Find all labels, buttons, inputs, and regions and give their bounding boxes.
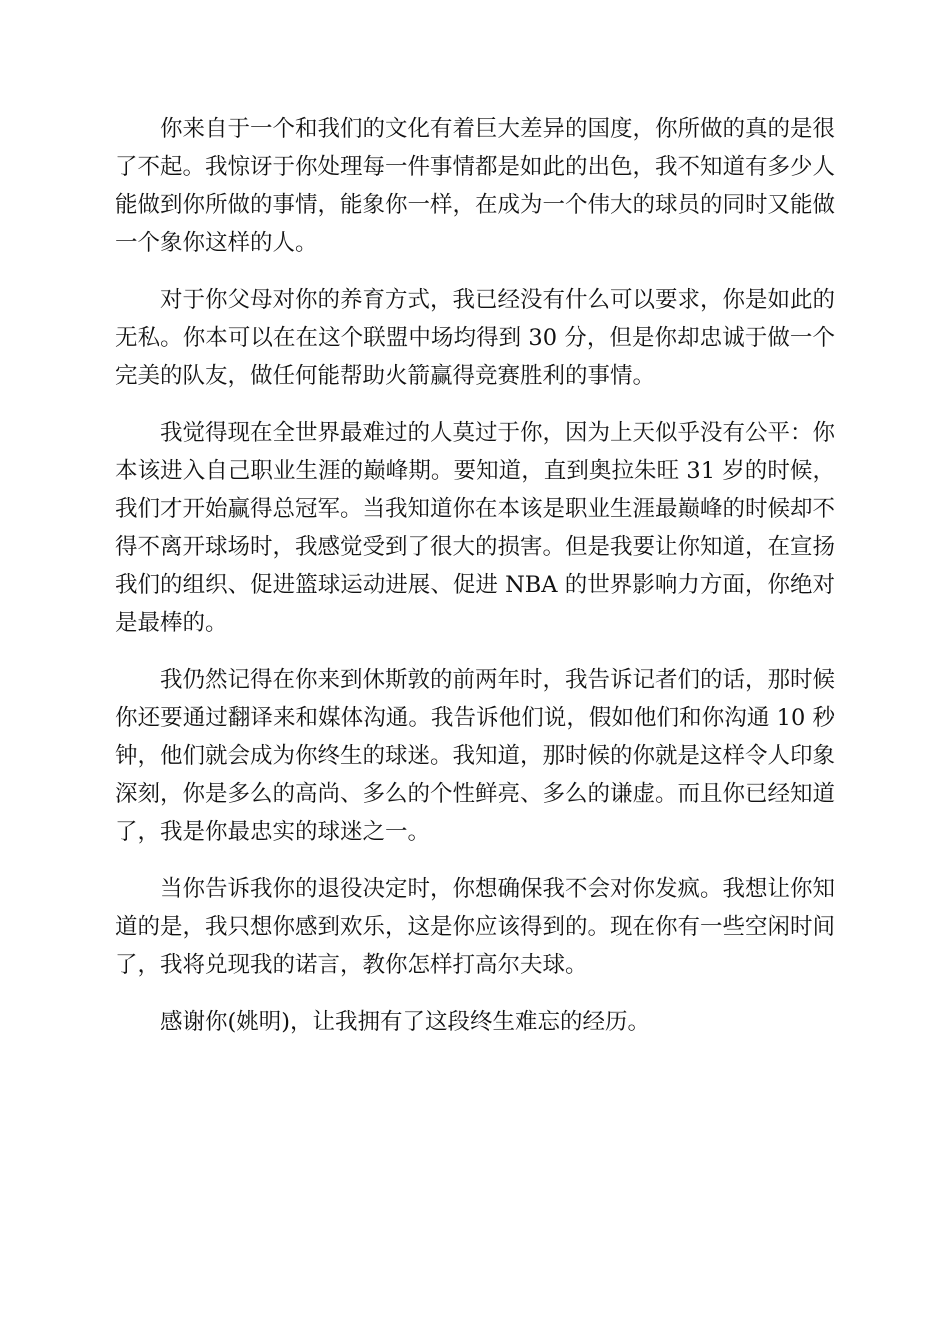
paragraph-1: 你来自于一个和我们的文化有着巨大差异的国度，你所做的真的是很了不起。我惊讶于你处理每一件事情都是如此的出色，我不知道有多少人能做到你所做的事情，能象你一样，在成为一个伟大的球员的同时又能做一个象你这样的人。 <box>115 116 836 256</box>
paragraph-4: 我仍然记得在你来到休斯敦的前两年时，我告诉记者们的话，那时候你还要通过翻译来和媒体沟通。我告诉他们说，假如他们和你沟通 10 秒钟，他们就会成为你终生的球迷。我知道，那时候的你就是这样令人印象深刻，你是多么的高尚、多么的个性鲜亮、多么的谦虚。而且你已经知道了，我是你最忠实的球迷之一。 <box>115 667 836 845</box>
paragraph-2: 对于你父母对你的养育方式，我已经没有什么可以要求，你是如此的无私。你本可以在在这个联盟中场均得到 30 分，但是你却忠诚于做一个完美的队友，做任何能帮助火箭赢得竞赛胜利的事情。 <box>115 287 836 389</box>
document-body <box>115 110 835 1060</box>
paragraph-6: 感谢你(姚明)，让我拥有了这段终生难忘的经历。 <box>160 1009 651 1035</box>
paragraph-5: 当你告诉我你的退役决定时，你想确保我不会对你发疯。我想让你知道的是，我只想你感到欢乐，这是你应该得到的。现在你有一些空闲时间了，我将兑现我的诺言，教你怎样打高尔夫球。 <box>115 876 836 978</box>
paragraph-3: 我觉得现在全世界最难过的人莫过于你，因为上天似乎没有公平：你本该进入自己职业生涯的巅峰期。要知道，直到奥拉朱旺 31 岁的时候，我们才开始赢得总冠军。当我知道你在本该是职业生涯最巅峰的时候却不得不离开球场时，我感觉受到了很大的损害。但是我要让你知道，在宣扬我们的组织、促进篮球运动进展、促进 NBA 的世界影响力方面，你绝对是最棒的。 <box>115 420 836 636</box>
